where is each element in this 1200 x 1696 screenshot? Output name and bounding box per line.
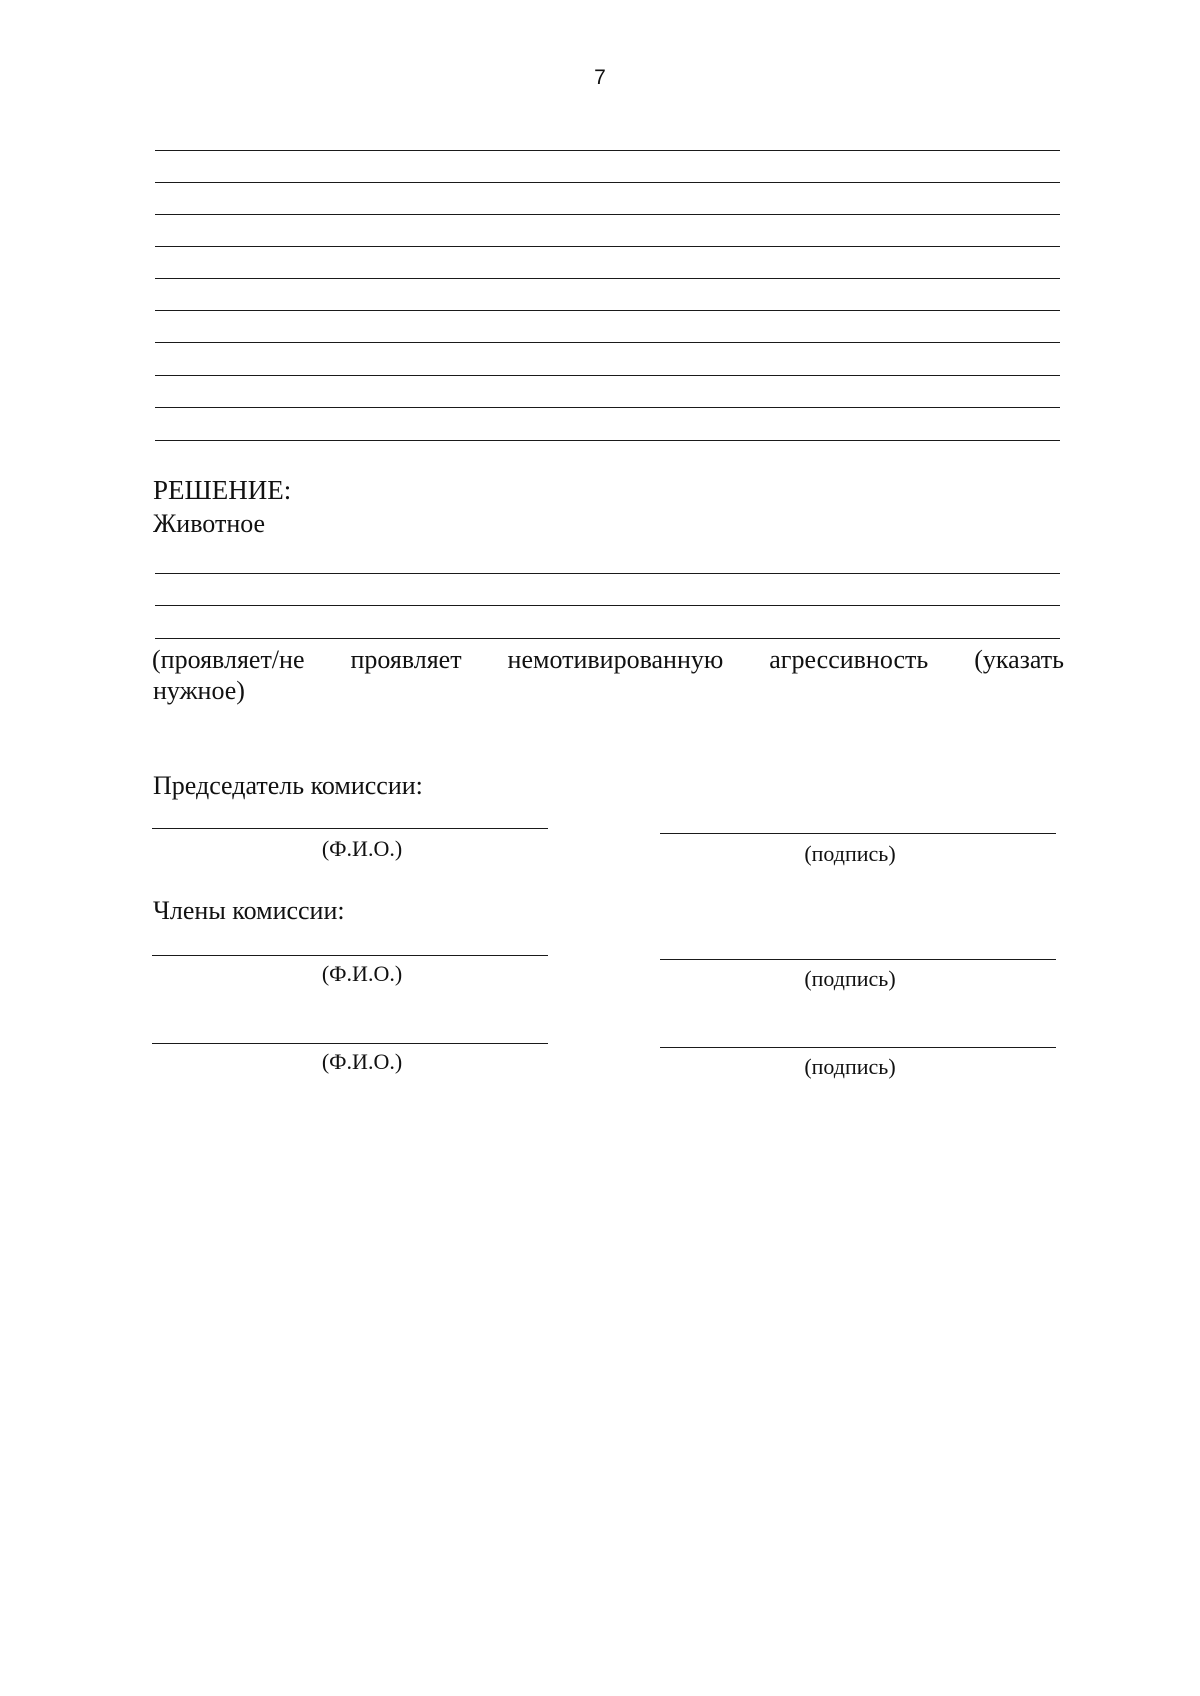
member-1-name-caption: (Ф.И.О.) [321,961,403,986]
page-number: 7 [594,66,606,89]
members-label: Члены комиссии: [153,896,345,925]
fill-line[interactable] [155,214,1060,215]
fill-line[interactable] [155,638,1060,639]
fill-line[interactable] [155,342,1060,343]
fill-line[interactable] [155,150,1060,151]
chairman-name-caption: (Ф.И.О.) [321,836,403,861]
fill-line[interactable] [155,310,1060,311]
fill-line[interactable] [155,278,1060,279]
chairman-label: Председатель комиссии: [153,771,423,800]
member-1-name-line[interactable] [152,955,548,956]
fill-line[interactable] [155,573,1060,574]
fill-line[interactable] [155,440,1060,441]
member-2-signature-caption: (подпись) [804,1054,896,1079]
decision-heading: РЕШЕНИЕ: [153,475,292,505]
chairman-name-line[interactable] [152,828,548,829]
chairman-signature-caption: (подпись) [804,841,896,866]
fill-line[interactable] [155,407,1060,408]
member-1-signature-line[interactable] [660,959,1056,960]
fill-line[interactable] [155,246,1060,247]
decision-subject: Животное [153,509,266,538]
fill-line[interactable] [155,605,1060,606]
fill-line[interactable] [155,375,1060,376]
member-2-name-line[interactable] [152,1043,548,1044]
decision-note-line-2: нужное) [153,676,245,705]
member-2-name-caption: (Ф.И.О.) [321,1049,403,1074]
member-1-signature-caption: (подпись) [804,966,896,991]
decision-note-line-1: (проявляет/не проявляет немотивированную агрессивность (указать [152,645,1064,674]
chairman-signature-line[interactable] [660,833,1056,834]
fill-line[interactable] [155,182,1060,183]
member-2-signature-line[interactable] [660,1047,1056,1048]
